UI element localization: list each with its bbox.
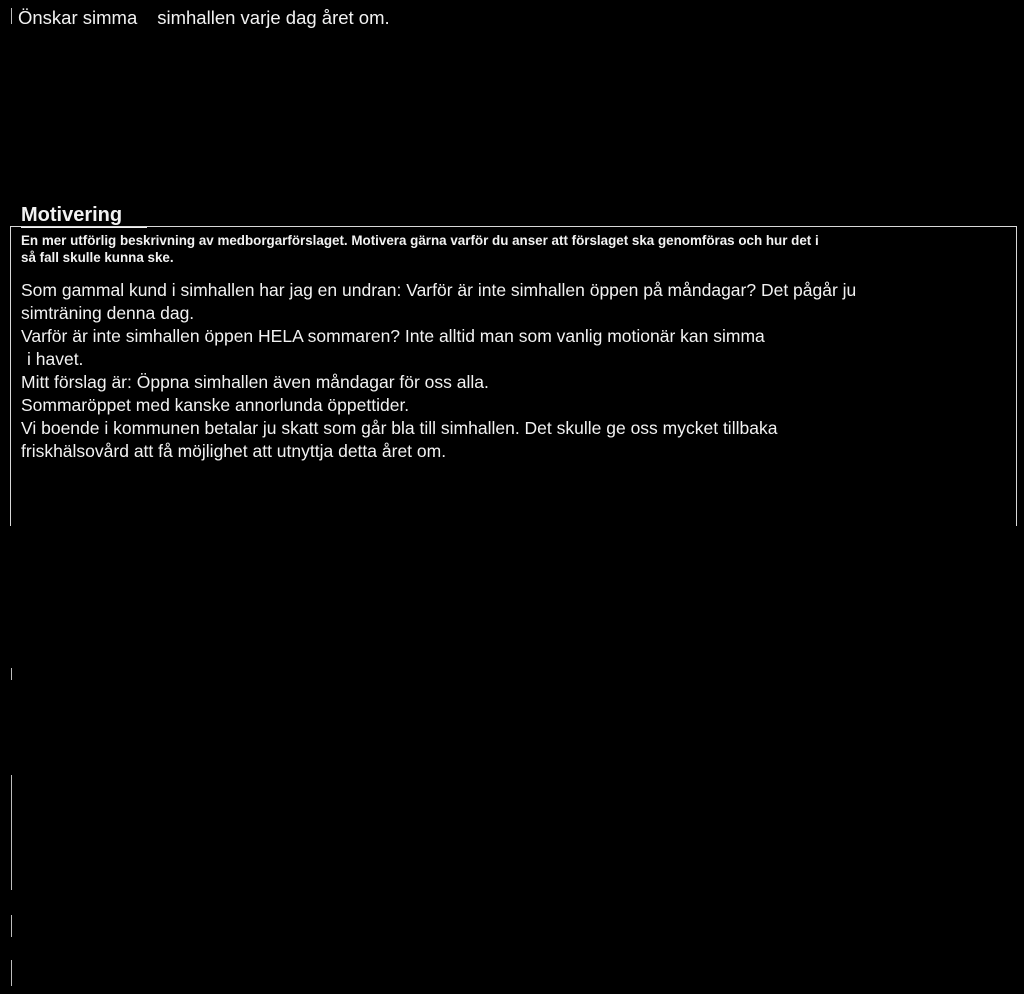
motivation-text	[21, 279, 856, 463]
body-line: Vi boende i kommunen betalar ju skatt som går bla till simhallen. Det skulle ge oss mycket tillbaka	[21, 418, 778, 438]
scan-edge-mark	[11, 668, 12, 680]
body-line: Mitt förslag är: Öppna simhallen även måndagar för oss alla.	[21, 372, 489, 392]
request-summary-part1: Önskar simma	[18, 7, 138, 28]
request-summary-part2: simhallen varje dag året om.	[157, 7, 390, 28]
body-line: simträning denna dag.	[21, 303, 195, 323]
body-line: friskhälsovård att få möjlighet att utnyttja detta året om.	[21, 441, 447, 461]
scan-edge-mark	[11, 915, 12, 937]
scan-edge-mark	[11, 960, 12, 986]
instructions-line: så fall skulle kunna ske.	[21, 250, 174, 265]
instructions-line: En mer utförlig beskrivning av medborgarförslaget. Motivera gärna varför du anser att förslaget ska genomföras och hur det i	[21, 233, 819, 248]
section-heading: Motivering	[21, 204, 123, 226]
field-instructions	[21, 232, 1011, 266]
body-line: Som gammal kund i simhallen har jag en undran: Varför är inte simhallen öppen på måndagar? Det pågår ju	[21, 280, 857, 300]
scan-edge-mark	[11, 8, 12, 24]
request-summary	[18, 7, 390, 29]
body-line: Sommaröppet med kanske annorlunda öppettider.	[21, 395, 410, 415]
body-line: i havet.	[27, 349, 84, 369]
scan-edge-mark	[11, 775, 12, 890]
body-line: Varför är inte simhallen öppen HELA sommaren? Inte alltid man som vanlig motionär kan simma	[21, 326, 765, 346]
